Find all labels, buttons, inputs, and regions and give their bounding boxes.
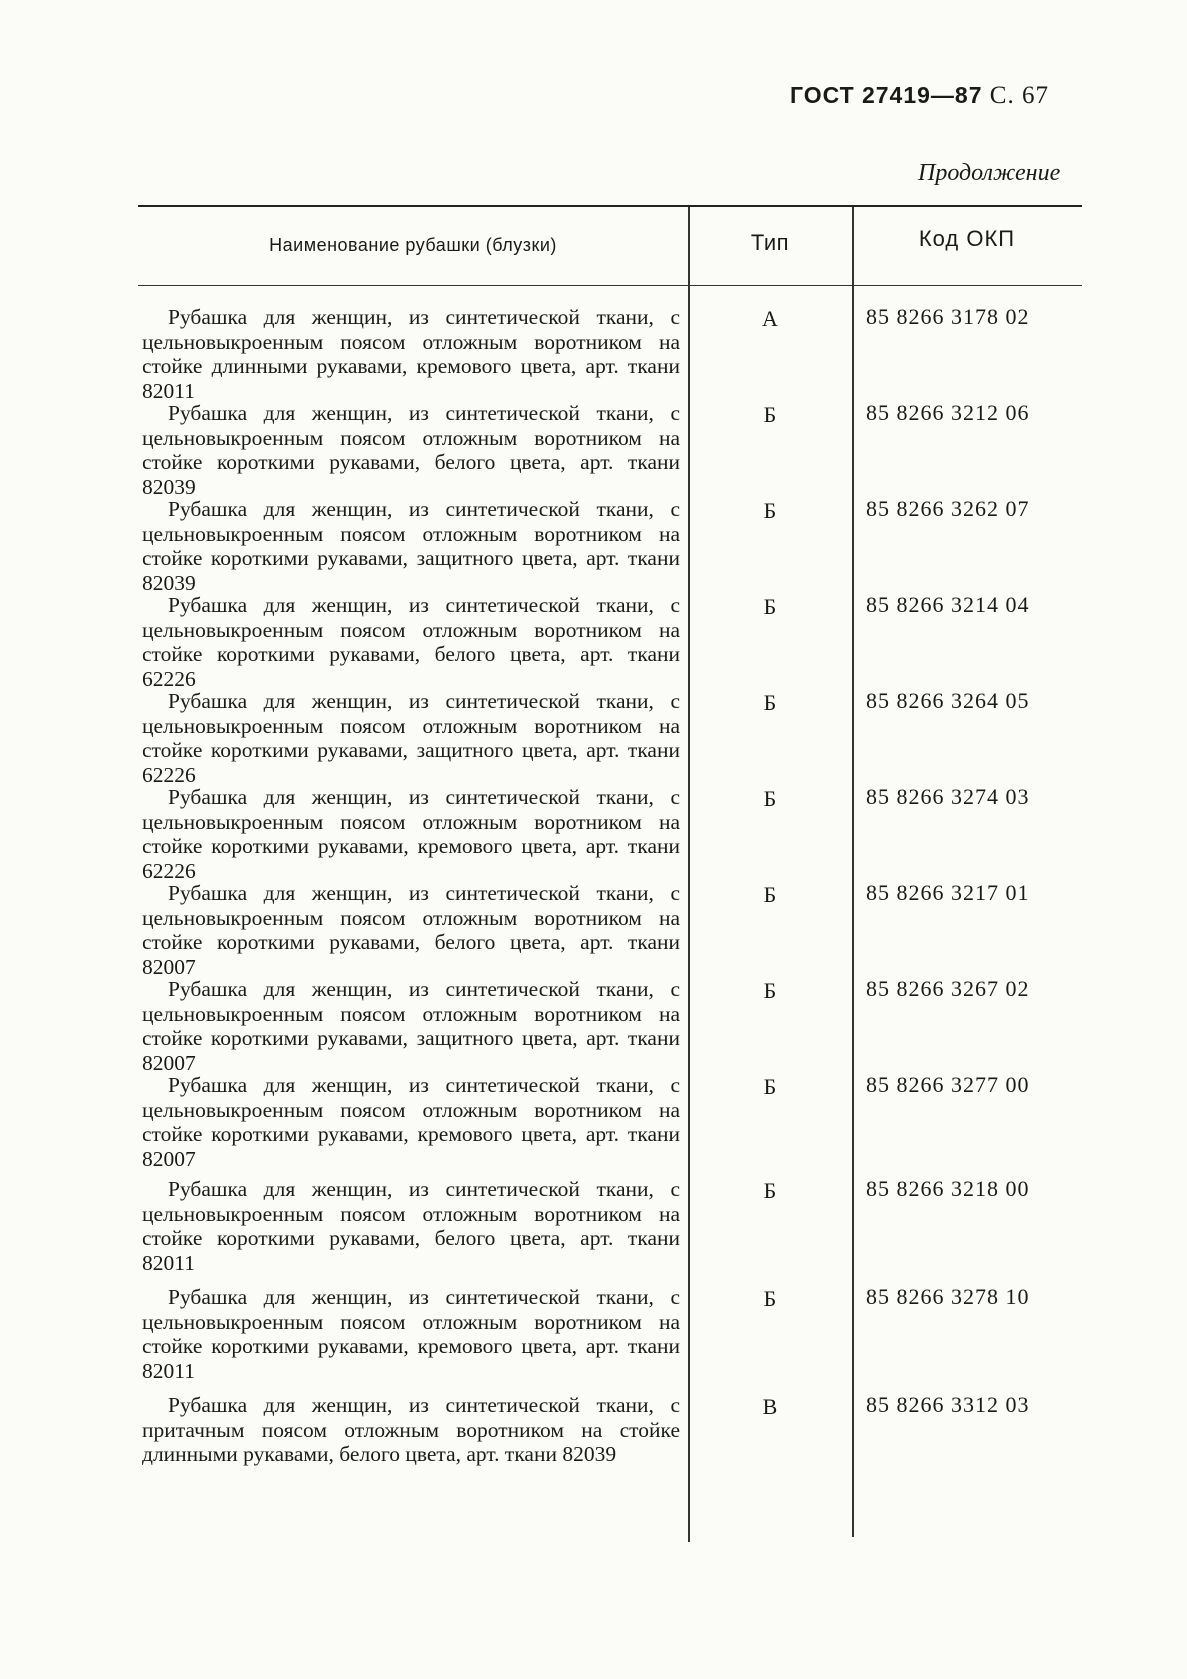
shirt-description: Рубашка для женщин, из синтетической ткани, с цельновыкроенным поясом отложным воротником на стойке длинными рукавами, кремового цвета, арт. ткани 82011 <box>142 305 680 403</box>
standard-number: 27419—87 <box>861 82 983 108</box>
table-header-rule <box>138 285 1082 286</box>
okp-code: 85 8266 3264 05 <box>866 688 1030 713</box>
shirt-description: Рубашка для женщин, из синтетической ткани, с цельновыкроенным поясом отложным воротником на стойке короткими рукавами, кремового цвета, арт. ткани 62226 <box>142 785 680 883</box>
shirt-description: Рубашка для женщин, из синтетической ткани, с цельновыкроенным поясом отложным воротником на стойке короткими рукавами, белого цвета, арт. ткани 62226 <box>142 593 680 691</box>
okp-code: 85 8266 3277 00 <box>866 1072 1030 1097</box>
shirt-description: Рубашка для женщин, из синтетической ткани, с цельновыкроенным поясом отложным воротником на стойке короткими рукавами, кремового цвета, арт. ткани 82011 <box>142 1285 680 1383</box>
shirt-description: Рубашка для женщин, из синтетической ткани, с цельновыкроенным поясом отложным воротником на стойке короткими рукавами, защитного цвета, арт. ткани 82039 <box>142 497 680 595</box>
shirt-description: Рубашка для женщин, из синтетической ткани, с цельновыкроенным поясом отложным воротником на стойке короткими рукавами, белого цвета, арт. ткани 82007 <box>142 881 680 979</box>
okp-code: 85 8266 3178 02 <box>866 304 1030 329</box>
okp-code: 85 8266 3274 03 <box>866 784 1030 809</box>
page-number: С. 67 <box>989 82 1049 109</box>
shirt-type: Б <box>763 1074 777 1099</box>
okp-code: 85 8266 3217 01 <box>866 880 1030 905</box>
shirt-type: Б <box>763 882 777 907</box>
shirt-type: Б <box>763 1286 777 1311</box>
products-table <box>138 205 1082 1540</box>
okp-code: 85 8266 3214 04 <box>866 592 1030 617</box>
table-top-rule <box>138 205 1082 207</box>
column-header-code: Код ОКП <box>918 226 1016 251</box>
shirt-description: Рубашка для женщин, из синтетической ткани, с цельновыкроенным поясом отложным воротником на стойке короткими рукавами, белого цвета, арт. ткани 82039 <box>142 401 680 499</box>
column-header-type: Тип <box>750 230 790 255</box>
shirt-type: Б <box>763 594 777 619</box>
okp-code: 85 8266 3312 03 <box>866 1392 1030 1417</box>
shirt-type: Б <box>763 498 777 523</box>
okp-code: 85 8266 3218 00 <box>866 1176 1030 1201</box>
okp-code: 85 8266 3278 10 <box>866 1284 1030 1309</box>
shirt-description: Рубашка для женщин, из синтетической ткани, с цельновыкроенным поясом отложным воротником на стойке короткими рукавами, защитного цвета, арт. ткани 82007 <box>142 977 680 1075</box>
standard-label: ГОСТ <box>790 82 855 108</box>
shirt-description: Рубашка для женщин, из синтетической ткани, с цельновыкроенным поясом отложным воротником на стойке короткими рукавами, белого цвета, арт. ткани 82011 <box>142 1177 680 1275</box>
shirt-type: А <box>762 306 778 331</box>
shirt-type: Б <box>763 978 777 1003</box>
shirt-type: Б <box>763 786 777 811</box>
shirt-type: В <box>762 1394 778 1419</box>
column-divider-type-code <box>852 207 854 1537</box>
okp-code: 85 8266 3212 06 <box>866 400 1030 425</box>
shirt-type: Б <box>763 402 777 427</box>
page-header <box>790 82 1049 110</box>
shirt-type: Б <box>763 1178 777 1203</box>
shirt-description: Рубашка для женщин, из синтетической ткани, с притачным поясом отложным воротником на стойке длинными рукавами, белого цвета, арт. ткани 82039 <box>142 1393 680 1466</box>
column-header-name: Наименование рубашки (блузки) <box>269 235 557 255</box>
shirt-type: Б <box>763 690 777 715</box>
okp-code: 85 8266 3267 02 <box>866 976 1030 1001</box>
shirt-description: Рубашка для женщин, из синтетической ткани, с цельновыкроенным поясом отложным воротником на стойке короткими рукавами, кремового цвета, арт. ткани 82007 <box>142 1073 680 1171</box>
shirt-description: Рубашка для женщин, из синтетической ткани, с цельновыкроенным поясом отложным воротником на стойке короткими рукавами, защитного цвета, арт. ткани 62226 <box>142 689 680 787</box>
continuation-label: Продолжение <box>918 160 1061 186</box>
okp-code: 85 8266 3262 07 <box>866 496 1030 521</box>
